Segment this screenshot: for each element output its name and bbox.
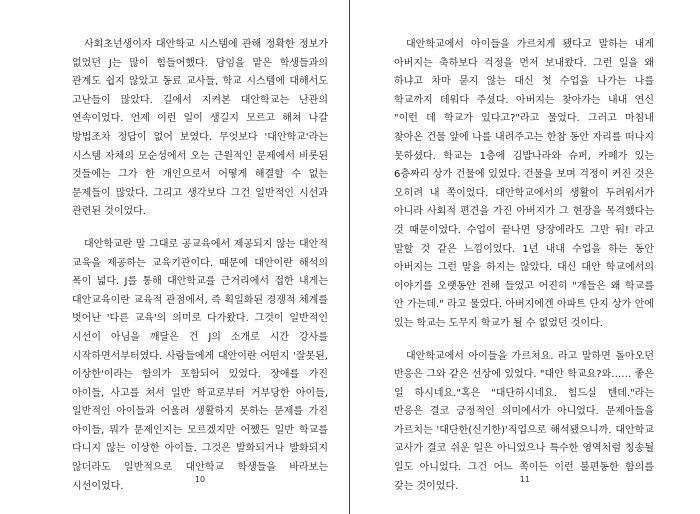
right-paragraph-2-text: 대안학교에서 아이들을 가르쳐요. 라고 말하면 돌아오던 반응은 그와 같은 선상에 있었다. "대안 학교요?와…… 좋은 일 하시네요."혹은 "대단하시네요. 힘드실 텐데."라는 반응은 결코 긍정적인 의미에서가 아니었다. 문제아들을 가르치는 '대단한(신기한)'직업으로 해석됐으니까. 대안학교 교사가 결코 쉬운 일은 아니었으나 특수한 영역처럼 칭송될 일도 아니었다. 그건 어느 쪽이든 이런 불편동한 함의를 갖는 것이었다. <box>394 350 654 492</box>
right-paragraph-2 <box>394 348 654 497</box>
page-number-left: 10 <box>194 475 206 484</box>
right-paragraph-1 <box>394 36 654 334</box>
left-paragraph-2-text: 대안학교란 말 그대로 공교육에서 제공되지 않는 대안적 교육을 제공하는 교육기관이다. 때문에 대안이란 해석의 폭이 넓다. J를 통해 대안학교를 근거리에서 접한 내게는 대안교육이란 교육적 관점에서, 즉 획일화된 경쟁적 체계를 벗어난 '다른 교육'의 의미로 다가왔다. 그것이 일반적인 시선이 아님을 깨달은 건 J의 소개로 시간 강사를 시작하면서부터였다. 사람들에게 대안이란 어떤지 '잘못된, 이상한'이라는 함의가 포함되어 있었다. 장애를 가진 아이들, 사고를 쳐서 일반 학교로부터 거부당한 아이들, 일반적인 아이들과 어울려 생활하지 못하는 문제를 가진 아이들, 뭐가 문제인지는 모르겠지만 어쨌든 일반 학교를 다니지 않는 이상한 아이들. 그것은 발화되거나 발화되지 않더라도 일반적으로 대안학교 학생들을 바라보는 시선이었다. <box>72 238 328 492</box>
left-paragraph-1 <box>72 36 328 222</box>
right-paragraph-1-text: 대안학교에서 아이들을 가르치게 됐다고 말하는 내게 아버지는 축하보다 걱정을 먼저 보내왔다. 그런 일을 왜 하냐고 차마 묻지 않는 대신 첫 수업을 나가는 나를 학교까지 데워다 주셨다. 아버지는 찾아가는 내내 연신 "이런 데 학교가 있다고?"라고 물었다. 그러고 마침내 찾아온 건물 앞에 나를 내려주고는 한참 동안 자리를 떠나지 못하셨다. 학교는 1층에 김밥나라와 슈퍼, 카페가 있는 6층짜리 상가 건물에 있었다. 건물을 보며 걱정이 커진 것은 오히려 내 쪽이었다. 대안학교에서의 생활이 두려워서가 아니라 사회적 편견을 가진 아버지가 그 현장을 목격했다는 것 때문이었다. 수업이 끝나면 당장에라도 그만 둬! 라고 말할 것 같은 느낌이었다. 1년 내내 수업을 하는 동안 아버지는 그런 말을 하지는 않았다. 대신 대안 학교에서의 이야기를 오랫동안 전해 들었고 어진히 "개들은 왜 학교를 안 가는데." 라고 물었다. 아버지에겐 아파트 단지 상가 안에 있는 학교는 도무지 학교가 될 수 없었던 것이다. <box>394 39 654 329</box>
left-paragraph-2 <box>72 236 328 496</box>
right-page <box>350 0 700 514</box>
page-number-right: 11 <box>519 475 531 484</box>
left-paragraph-1-text: 사회초년생이자 대안학교 시스템에 관해 정확한 정보가 없었던 J는 많이 힘들어했다. 담임을 맡은 학생들과의 관계도 쉽지 않았고 동료 교사들, 학교 시스템에 대해서도 고난들이 많았다. 길에서 지켜본 대안학교는 난관의 연속이었다. 언제 이런 일이 생길지 모르고 해쳐 나갈 방법조차 정답이 없어 보였다. 무엇보다 '대안학교'라는 시스템 자체의 모순성에서 오는 근원적인 문제에서 비롯된 것들에는 그가 한 개인으로서 어떻게 해결할 수 없는 문제들이 많았다. 그리고 생각보다 그건 일반적인 시선과 관련된 것이었다. <box>72 39 328 218</box>
